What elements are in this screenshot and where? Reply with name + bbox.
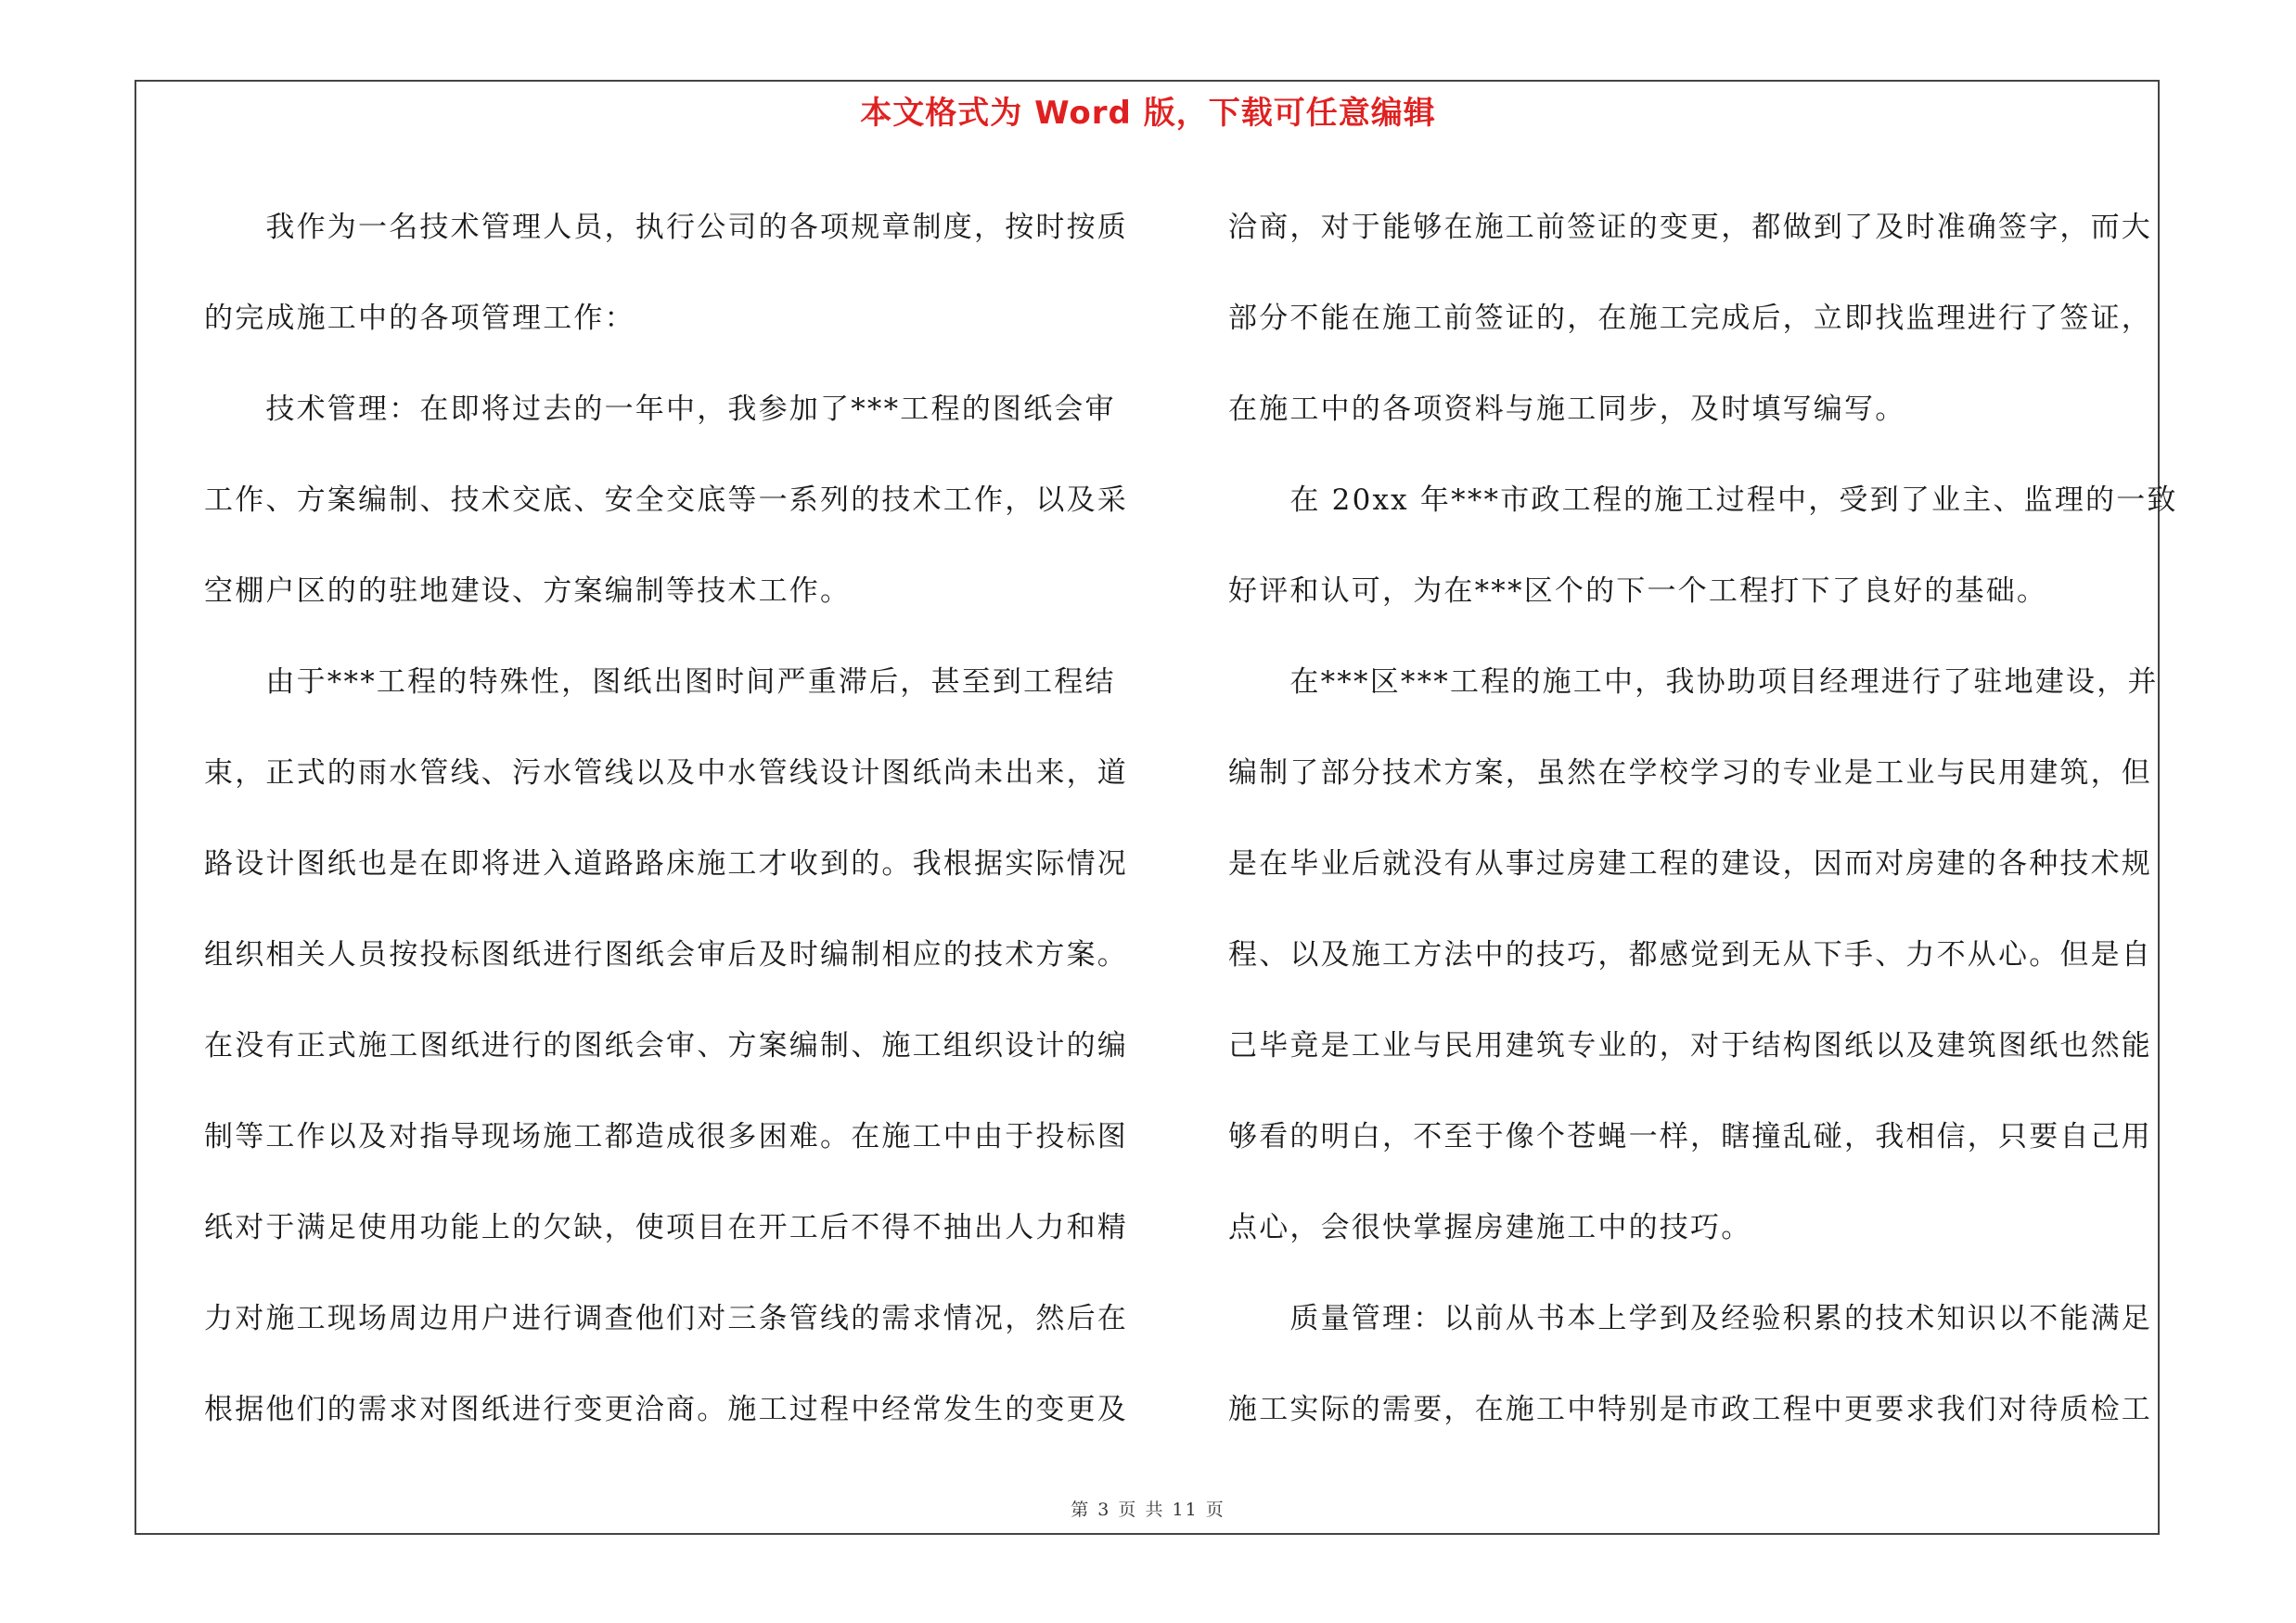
word-format-banner: 本文格式为 Word 版，下载可任意编辑 [860,95,1436,132]
text-line: 技术管理：在即将过去的一年中，我参加了***工程的图纸会审 [204,393,1116,426]
left-text-column [204,182,1141,1455]
text-line: 够看的明白，不至于像个苍蝇一样，瞎撞乱碰，我相信，只要自己用 [1228,1120,2152,1153]
text-line: 由于***工程的特殊性，图纸出图时间严重滞后，甚至到工程结 [204,665,1116,699]
text-line: 好评和认可，为在***区个的下一个工程打下了良好的基础。 [1228,574,2048,608]
text-line: 工作、方案编制、技术交底、安全交底等一系列的技术工作，以及采 [204,483,1128,517]
text-line: 编制了部分技术方案，虽然在学校学习的专业是工业与民用建筑，但 [1228,756,2152,790]
text-line: 质量管理：以前从书本上学到及经验积累的技术知识以不能满足 [1228,1302,2152,1335]
text-line: 程、以及施工方法中的技巧，都感觉到无从下手、力不从心。但是自 [1228,938,2152,972]
text-line: 点心，会很快掌握房建施工中的技巧。 [1228,1211,1752,1244]
page-number-footer: 第 3 页 共 11 页 [1071,1500,1225,1520]
text-line: 路设计图纸也是在即将进入道路路床施工才收到的。我根据实际情况 [204,847,1128,881]
text-line: 部分不能在施工前签证的，在施工完成后，立即找监理进行了签证， [1228,302,2152,335]
text-line: 己毕竟是工业与民用建筑专业的，对于结构图纸以及建筑图纸也然能 [1228,1029,2152,1063]
text-line: 束，正式的雨水管线、污水管线以及中水管线设计图纸尚未出来，道 [204,756,1128,790]
text-line: 施工实际的需要，在施工中特别是市政工程中更要求我们对待质检工 [1228,1393,2152,1426]
text-line: 在 20xx 年***市政工程的施工过程中，受到了业主、监理的一致 [1228,483,2178,517]
text-line: 根据他们的需求对图纸进行变更洽商。施工过程中经常发生的变更及 [204,1393,1128,1426]
text-line: 是在毕业后就没有从事过房建工程的建设，因而对房建的各种技术规 [1228,847,2152,881]
text-line: 的完成施工中的各项管理工作： [204,302,635,335]
text-line: 制等工作以及对指导现场施工都造成很多困难。在施工中由于投标图 [204,1120,1128,1153]
text-line: 空棚户区的的驻地建设、方案编制等技术工作。 [204,574,852,608]
text-line: 组织相关人员按投标图纸进行图纸会审后及时编制相应的技术方案。 [204,938,1128,972]
text-line: 我作为一名技术管理人员，执行公司的各项规章制度，按时按质 [204,211,1128,244]
text-line: 在没有正式施工图纸进行的图纸会审、方案编制、施工组织设计的编 [204,1029,1128,1063]
right-text-column [1228,182,2178,1455]
text-line: 在施工中的各项资料与施工同步，及时填写编写。 [1228,393,1906,426]
text-line: 在***区***工程的施工中，我协助项目经理进行了驻地建设，并 [1228,665,2159,699]
text-line: 纸对于满足使用功能上的欠缺，使项目在开工后不得不抽出人力和精 [204,1211,1128,1244]
text-line: 洽商，对于能够在施工前签证的变更，都做到了及时准确签字，而大 [1228,211,2152,244]
text-line: 力对施工现场周边用户进行调查他们对三条管线的需求情况，然后在 [204,1302,1128,1335]
